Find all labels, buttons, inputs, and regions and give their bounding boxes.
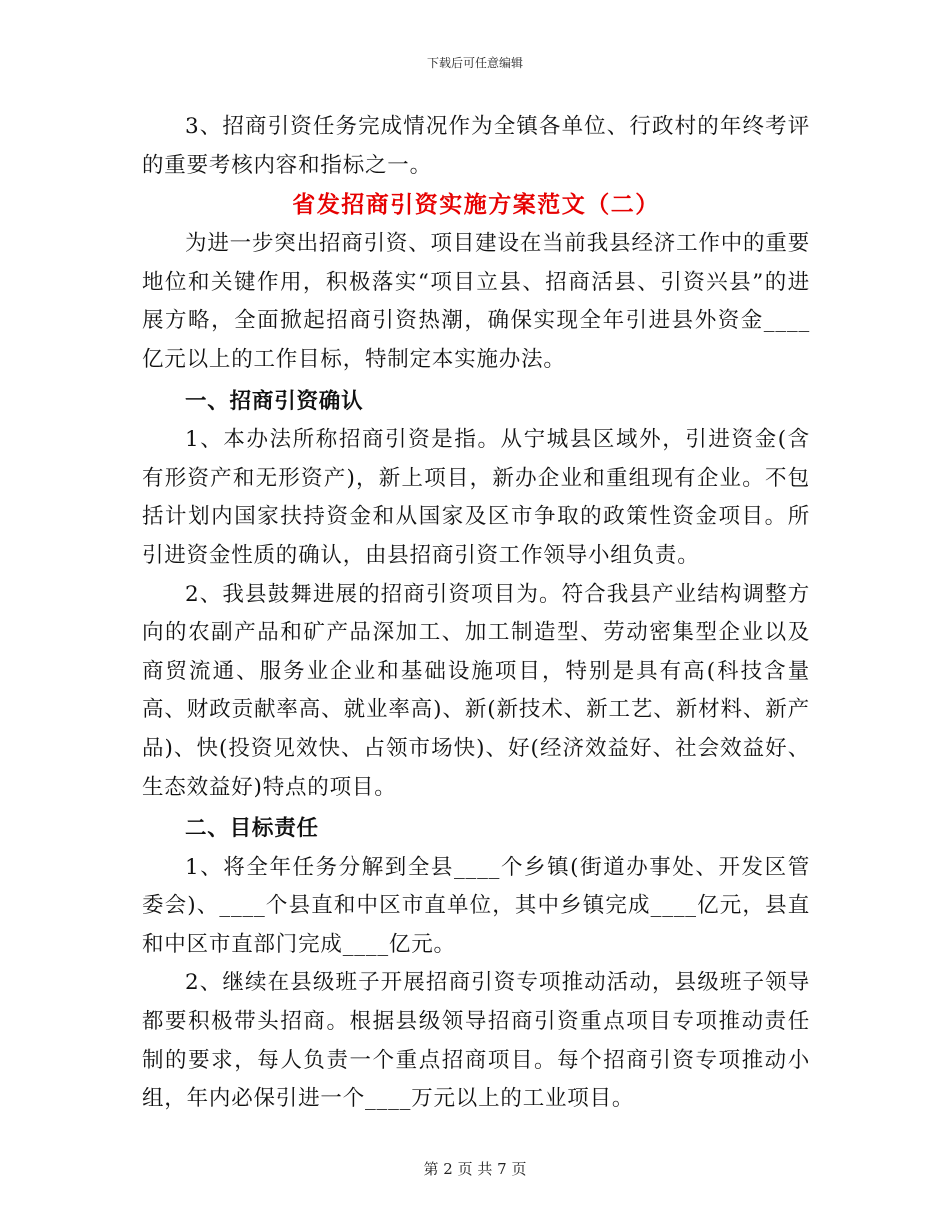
page-footer: 第 2 页 共 7 页 bbox=[423, 1160, 527, 1178]
paragraph-preface: 为进一步突出招商引资、项目建设在当前我县经济工作中的重要地位和关键作用，积极落实“项目立县、招商活县、引资兴县”的进展方略，全面掀起招商引资热潮，确保实现全年引进县外资金____亿元以上的工作目标，特制定本实施办法。 bbox=[142, 231, 810, 372]
paragraph-section1-item1: 1、本办法所称招商引资是指。从宁城县区域外，引进资金(含有形资产和无形资产)，新上项目，新办企业和重组现有企业。不包括计划内国家扶持资金和从国家及区市争取的政策性资金项目。所引进资金性质的确认，由县招商引资工作领导小组负责。 bbox=[142, 427, 810, 568]
document-title: 省发招商引资实施方案范文（二） bbox=[292, 191, 660, 219]
section-heading-2: 二、目标责任 bbox=[185, 816, 319, 842]
section-heading-1: 一、招商引资确认 bbox=[185, 388, 364, 414]
paragraph-section2-item1: 1、将全年任务分解到全县____个乡镇(街道办事处、开发区管委会)、____个县直和中区市直单位，其中乡镇完成____亿元，县直和中区市直部门完成____亿元。 bbox=[142, 854, 810, 957]
paragraph-intro-item-3: 3、招商引资任务完成情况作为全镇各单位、行政村的年终考评的重要考核内容和指标之一。 bbox=[142, 114, 810, 178]
paragraph-section1-item2: 2、我县鼓舞进展的招商引资项目为。符合我县产业结构调整方向的农副产品和矿产品深加工、加工制造型、劳动密集型企业以及商贸流通、服务业企业和基础设施项目，特别是具有高(科技含量高、财政贡献率高、就业率高)、新(新技术、新工艺、新材料、新产品)、快(投资见效快、占领市场快)、好(经济效益好、社会效益好、生态效益好)特点的项目。 bbox=[142, 581, 810, 800]
document-body bbox=[142, 108, 810, 1119]
paragraph-section2-item2: 2、继续在县级班子开展招商引资专项推动活动，县级班子领导都要积极带头招商。根据县级领导招商引资重点项目专项推动责任制的要求，每人负责一个重点招商项目。每个招商引资专项推动小组，年内必保引进一个____万元以上的工业项目。 bbox=[142, 970, 810, 1112]
page-header: 下载后可任意编辑 bbox=[426, 56, 523, 70]
